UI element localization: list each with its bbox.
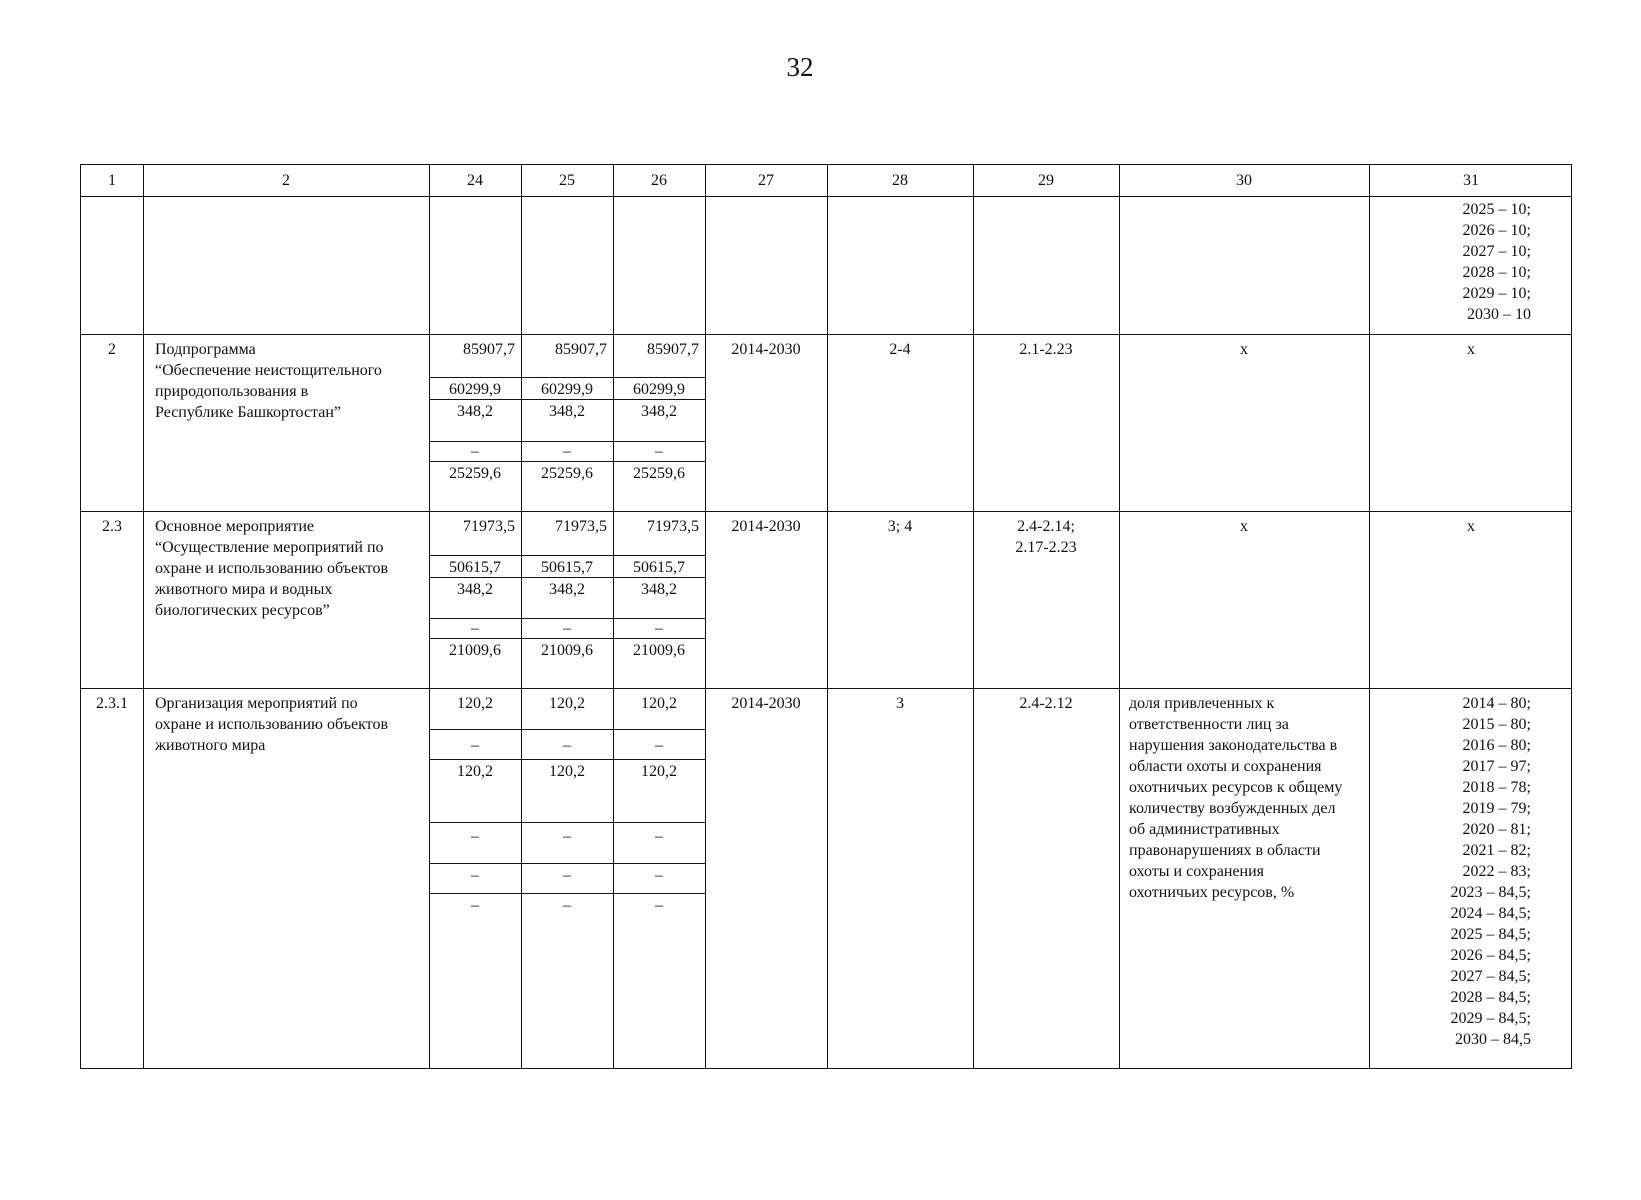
amount-cell: – bbox=[563, 737, 571, 754]
indicator-value: 2026 – 84,5; bbox=[1450, 947, 1531, 964]
sub-row-border bbox=[429, 893, 705, 894]
amount-cell: 21009,6 bbox=[541, 642, 593, 659]
header-border bbox=[81, 196, 1571, 197]
row-title-line: животного мира bbox=[155, 737, 266, 754]
sub-row-border bbox=[429, 863, 705, 864]
row-title-line: охране и использованию объектов bbox=[155, 560, 388, 577]
sub-row-border bbox=[429, 377, 705, 378]
amount-cell: – bbox=[563, 897, 571, 914]
header-cell: 1 bbox=[108, 172, 116, 189]
header-cell: 25 bbox=[559, 172, 575, 189]
stage-cell: 3 bbox=[896, 695, 904, 712]
indicator-value: 2021 – 82; bbox=[1462, 842, 1531, 859]
page-number: 32 bbox=[786, 52, 814, 82]
row-title-line: Организация мероприятий по bbox=[155, 695, 358, 712]
indicator-text-line: доля привлеченных к bbox=[1129, 695, 1275, 712]
indicator-value: 2029 – 84,5; bbox=[1450, 1010, 1531, 1027]
amount-cell: – bbox=[655, 737, 663, 754]
amount-cell: – bbox=[655, 620, 663, 637]
amount-cell: 120,2 bbox=[457, 763, 493, 780]
reference-cell: 2.4-2.14; bbox=[1017, 518, 1075, 535]
amount-cell: – bbox=[655, 897, 663, 914]
indicator-value: 2026 – 10; bbox=[1462, 222, 1531, 239]
sub-row-border bbox=[429, 638, 705, 639]
reference-cell: 2.17-2.23 bbox=[1015, 539, 1077, 556]
amount-cell: 348,2 bbox=[549, 403, 585, 420]
amount-cell: 120,2 bbox=[641, 695, 677, 712]
indicator-value: 2017 – 97; bbox=[1462, 758, 1531, 775]
sub-row-border bbox=[429, 729, 705, 730]
amount-cell: 25259,6 bbox=[633, 465, 685, 482]
row-title-line: биологических ресурсов” bbox=[155, 602, 330, 619]
indicator-value: 2028 – 84,5; bbox=[1450, 989, 1531, 1006]
amount-cell: – bbox=[471, 867, 479, 884]
stage-cell: 2-4 bbox=[889, 341, 911, 358]
amount-cell: 85907,7 bbox=[647, 341, 699, 358]
row-title-line: охране и использованию объектов bbox=[155, 716, 388, 733]
period-cell: 2014-2030 bbox=[731, 518, 801, 535]
indicator-cell: х bbox=[1240, 518, 1248, 535]
column-border bbox=[973, 165, 974, 1068]
column-border bbox=[827, 165, 828, 1068]
data-table bbox=[80, 164, 1572, 1069]
column-border bbox=[429, 165, 430, 1068]
header-cell: 31 bbox=[1463, 172, 1479, 189]
header-cell: 24 bbox=[467, 172, 483, 189]
indicator-value: 2030 – 10 bbox=[1467, 306, 1531, 323]
row-title-line: Республике Башкортостан” bbox=[155, 404, 341, 421]
indicator-cell: х bbox=[1240, 341, 1248, 358]
sub-row-border bbox=[429, 577, 705, 578]
header-cell: 30 bbox=[1236, 172, 1252, 189]
amount-cell: 50615,7 bbox=[541, 559, 593, 576]
period-cell: 2014-2030 bbox=[731, 341, 801, 358]
row-number: 2.3 bbox=[102, 518, 122, 535]
indicator-text-line: охотничьих ресурсов к общему bbox=[1129, 779, 1343, 796]
amount-cell: 120,2 bbox=[549, 763, 585, 780]
row-title-line: животного мира и водных bbox=[155, 581, 333, 598]
amount-cell: 348,2 bbox=[457, 581, 493, 598]
amount-cell: 85907,7 bbox=[555, 341, 607, 358]
amount-cell: 60299,9 bbox=[633, 381, 685, 398]
indicator-value: 2025 – 84,5; bbox=[1450, 926, 1531, 943]
sub-row-border bbox=[429, 759, 705, 760]
indicator-text-line: ответственности лиц за bbox=[1129, 716, 1289, 733]
header-cell: 28 bbox=[892, 172, 908, 189]
indicator-value: 2029 – 10; bbox=[1462, 285, 1531, 302]
column-border bbox=[1369, 165, 1370, 1068]
sub-row-border bbox=[429, 555, 705, 556]
column-border bbox=[705, 165, 706, 1068]
indicator-value: 2028 – 10; bbox=[1462, 264, 1531, 281]
row-border bbox=[81, 334, 1571, 335]
sub-row-border bbox=[429, 461, 705, 462]
header-cell: 27 bbox=[758, 172, 774, 189]
indicator-value: 2016 – 80; bbox=[1462, 737, 1531, 754]
amount-cell: 60299,9 bbox=[449, 381, 501, 398]
indicator-text-line: об административных bbox=[1129, 821, 1280, 838]
sub-row-border bbox=[429, 822, 705, 823]
row-title-line: “Обеспечение неистощительного bbox=[155, 362, 382, 379]
indicator-value: 2023 – 84,5; bbox=[1450, 884, 1531, 901]
indicator-value: 2027 – 84,5; bbox=[1450, 968, 1531, 985]
amount-cell: 60299,9 bbox=[541, 381, 593, 398]
indicator-text-line: правонарушениях в области bbox=[1129, 842, 1321, 859]
indicator-value: 2024 – 84,5; bbox=[1450, 905, 1531, 922]
amount-cell: 50615,7 bbox=[449, 559, 501, 576]
amount-cell: – bbox=[471, 737, 479, 754]
sub-row-border bbox=[429, 399, 705, 400]
amount-cell: 120,2 bbox=[641, 763, 677, 780]
amount-cell: 25259,6 bbox=[449, 465, 501, 482]
amount-cell: – bbox=[563, 828, 571, 845]
indicator-text-line: охотничьих ресурсов, % bbox=[1129, 884, 1295, 901]
indicator-value: 2015 – 80; bbox=[1462, 716, 1531, 733]
amount-cell: – bbox=[563, 443, 571, 460]
indicator-values-cell: х bbox=[1467, 518, 1475, 535]
indicator-values-cell: х bbox=[1467, 341, 1475, 358]
amount-cell: 348,2 bbox=[549, 581, 585, 598]
amount-cell: 348,2 bbox=[641, 403, 677, 420]
amount-cell: 348,2 bbox=[641, 581, 677, 598]
row-title-line: природопользования в bbox=[155, 383, 309, 400]
header-cell: 2 bbox=[282, 172, 290, 189]
column-border bbox=[613, 165, 614, 1068]
amount-cell: 71973,5 bbox=[647, 518, 699, 535]
indicator-cell bbox=[1129, 693, 1365, 903]
amount-cell: 348,2 bbox=[457, 403, 493, 420]
amount-cell: 25259,6 bbox=[541, 465, 593, 482]
amount-cell: 120,2 bbox=[549, 695, 585, 712]
amount-cell: 71973,5 bbox=[555, 518, 607, 535]
indicator-value: 2020 – 81; bbox=[1462, 821, 1531, 838]
amount-cell: – bbox=[563, 867, 571, 884]
header-cell: 29 bbox=[1038, 172, 1054, 189]
amount-cell: – bbox=[471, 620, 479, 637]
indicator-value: 2027 – 10; bbox=[1462, 243, 1531, 260]
period-cell: 2014-2030 bbox=[731, 695, 801, 712]
reference-cell: 2.4-2.12 bbox=[1019, 695, 1073, 712]
amount-cell: 21009,6 bbox=[449, 642, 501, 659]
row-title-line: Подпрограмма bbox=[155, 341, 256, 358]
column-border bbox=[521, 165, 522, 1068]
amount-cell: – bbox=[655, 443, 663, 460]
amount-cell: – bbox=[471, 897, 479, 914]
indicator-value: 2030 – 84,5 bbox=[1455, 1031, 1531, 1048]
amount-cell: 85907,7 bbox=[463, 341, 515, 358]
row-title-line: “Осуществление мероприятий по bbox=[155, 539, 384, 556]
row-number: 2 bbox=[108, 341, 116, 358]
row-title-line: Основное мероприятие bbox=[155, 518, 314, 535]
amount-cell: 50615,7 bbox=[633, 559, 685, 576]
amount-cell: – bbox=[471, 828, 479, 845]
amount-cell: – bbox=[471, 443, 479, 460]
indicator-text-line: количеству возбужденных дел bbox=[1129, 800, 1336, 817]
header-cell: 26 bbox=[651, 172, 667, 189]
reference-cell: 2.1-2.23 bbox=[1019, 341, 1073, 358]
amount-cell: – bbox=[563, 620, 571, 637]
indicator-value: 2019 – 79; bbox=[1462, 800, 1531, 817]
row-number: 2.3.1 bbox=[96, 695, 128, 712]
indicator-text-line: охоты и сохранения bbox=[1129, 863, 1265, 880]
column-border bbox=[143, 165, 144, 1068]
indicator-text-line: нарушения законодательства в bbox=[1129, 737, 1338, 754]
amount-cell: – bbox=[655, 828, 663, 845]
indicator-value: 2025 – 10; bbox=[1462, 201, 1531, 218]
amount-cell: 120,2 bbox=[457, 695, 493, 712]
indicator-text-line: области охоты и сохранения bbox=[1129, 758, 1322, 775]
column-border bbox=[1119, 165, 1120, 1068]
row-border bbox=[81, 511, 1571, 512]
indicator-value: 2018 – 78; bbox=[1462, 779, 1531, 796]
amount-cell: 21009,6 bbox=[633, 642, 685, 659]
indicator-value: 2014 – 80; bbox=[1462, 695, 1531, 712]
indicator-values-cell bbox=[1381, 199, 1531, 325]
row-border bbox=[81, 688, 1571, 689]
amount-cell: – bbox=[655, 867, 663, 884]
amount-cell: 71973,5 bbox=[463, 518, 515, 535]
indicator-value: 2022 – 83; bbox=[1462, 863, 1531, 880]
indicator-values-cell bbox=[1381, 693, 1531, 1050]
stage-cell: 3; 4 bbox=[887, 518, 913, 535]
